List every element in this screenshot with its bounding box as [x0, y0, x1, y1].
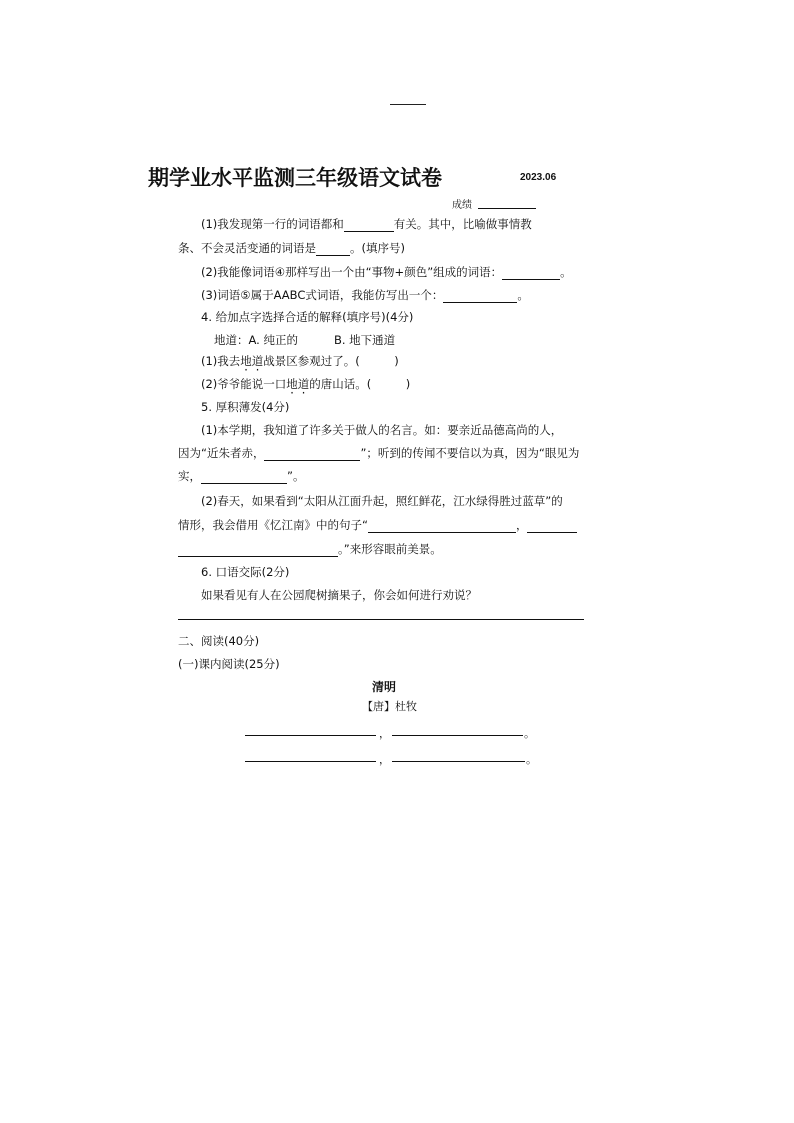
q3-1-blank-2[interactable]: [316, 243, 350, 256]
q3-1-text-d: 。(填序号): [350, 241, 405, 255]
q5-2-line2: [178, 517, 577, 533]
q3-1-line1: [201, 216, 532, 232]
q4-1-text-post: 战景区参观过了。( ): [263, 354, 399, 368]
q4-option-b: B. 地下通道: [333, 333, 396, 347]
q5-1-line1: (1)本学期，我知道了许多关于做人的名言。如：要亲近品德高尚的人，: [201, 423, 563, 437]
q5-2-blank-2a[interactable]: [527, 520, 577, 533]
q4-2-dotted-char-1: 地: [286, 377, 298, 391]
section2-title: 二、阅读(40分): [178, 634, 260, 648]
q6-answer-line[interactable]: [178, 619, 584, 620]
q3-3-line: [201, 287, 529, 303]
q3-1-line2: [178, 240, 405, 256]
q5-2-text-d: 。”来形容眼前美景。: [338, 542, 442, 556]
q3-2-line: [201, 264, 572, 280]
q3-2-text-b: 。: [560, 265, 572, 279]
q3-1-text-a: (1)我发现第一行的词语都和: [201, 217, 344, 231]
q5-2-blank-1[interactable]: [368, 520, 516, 533]
q5-2-line3: [178, 541, 442, 557]
q5-1-blank-2[interactable]: [201, 471, 287, 484]
q4-2-text-pre: (2)爷爷能说一口: [201, 377, 287, 391]
q5-2-line1: (2)春天，如果看到“太阳从江面升起，照红鲜花，江水绿得胜过蓝草”的: [201, 494, 563, 508]
q3-1-text-b: 有关。其中，比喻做事情教: [393, 217, 532, 231]
q3-3-text-a: (3)词语⑤属于AABC式词语，我能仿写出一个：: [201, 288, 444, 302]
q5-1-line2: [178, 445, 579, 461]
poem-period-2: 。: [526, 753, 537, 766]
q3-3-blank[interactable]: [443, 290, 517, 303]
q5-2-text-b: 情形，我会借用《忆江南》中的句子“: [178, 518, 368, 532]
q5-1-blank-1[interactable]: [264, 448, 360, 461]
q4-option-a: A. 纯正的: [248, 333, 298, 347]
q4-1-text-pre: (1)我去: [201, 354, 241, 368]
q6-body: 如果看见有人在公园爬树摘果子，你会如何进行劝说？: [201, 588, 477, 602]
score-label: 成绩: [452, 200, 472, 211]
q5-1-text-d: 实，: [178, 469, 201, 483]
q4-2-line: [201, 376, 410, 392]
score-blank[interactable]: [478, 208, 536, 209]
q3-2-blank[interactable]: [502, 267, 560, 280]
q5-title: 5. 厚积薄发(4分): [201, 400, 290, 414]
q5-1-text-b: 因为“近朱者赤，: [178, 446, 265, 460]
q5-2-blank-2b[interactable]: [178, 544, 338, 557]
exam-title: 期学业水平监测三年级语文试卷: [148, 166, 442, 190]
poem-author: 【唐】杜牧: [362, 700, 417, 713]
poem-comma-1: ，: [379, 727, 390, 740]
poem-blank-2[interactable]: [392, 735, 523, 736]
q5-2-comma: ，: [515, 518, 528, 532]
q6-title: 6. 口语交际(2分): [201, 565, 290, 579]
q3-3-text-b: 。: [517, 288, 529, 302]
q4-2-dotted-char-2: 道: [297, 377, 310, 391]
q3-2-text-a: (2)我能像词语④那样写出一个由“事物+颜色”组成的词语：: [201, 265, 503, 279]
q4-title: 4. 给加点字选择合适的解释(填序号)(4分): [201, 310, 414, 324]
q5-1-line3: [178, 468, 304, 484]
section2-subtitle: (一)课内阅读(25分): [178, 657, 280, 671]
poem-blank-1[interactable]: [245, 735, 376, 736]
q5-1-text-c: ”；听到的传闻不要信以为真，因为“眼见为: [360, 446, 580, 460]
exam-date: 2023.06: [520, 172, 557, 183]
poem-blank-3[interactable]: [245, 761, 376, 762]
q3-1-blank-1[interactable]: [344, 219, 394, 232]
q4-2-text-post: 的唐山话。( ): [309, 377, 411, 391]
top-dash-mark: [390, 104, 426, 105]
q4-1-line: [201, 353, 399, 369]
poem-blank-4[interactable]: [392, 761, 525, 762]
q4-options: [214, 332, 395, 348]
q5-1-text-e: ”。: [287, 469, 305, 483]
q3-1-text-c: 条、不会灵活变通的词语是: [178, 241, 316, 255]
poem-period-1: 。: [524, 727, 535, 740]
q4-1-dotted-char-1: 地: [240, 354, 252, 368]
poem-title: 清明: [372, 680, 397, 694]
q4-word: 地道：: [214, 333, 249, 347]
poem-comma-2: ，: [379, 753, 390, 766]
q4-1-dotted-char-2: 道: [251, 354, 264, 368]
